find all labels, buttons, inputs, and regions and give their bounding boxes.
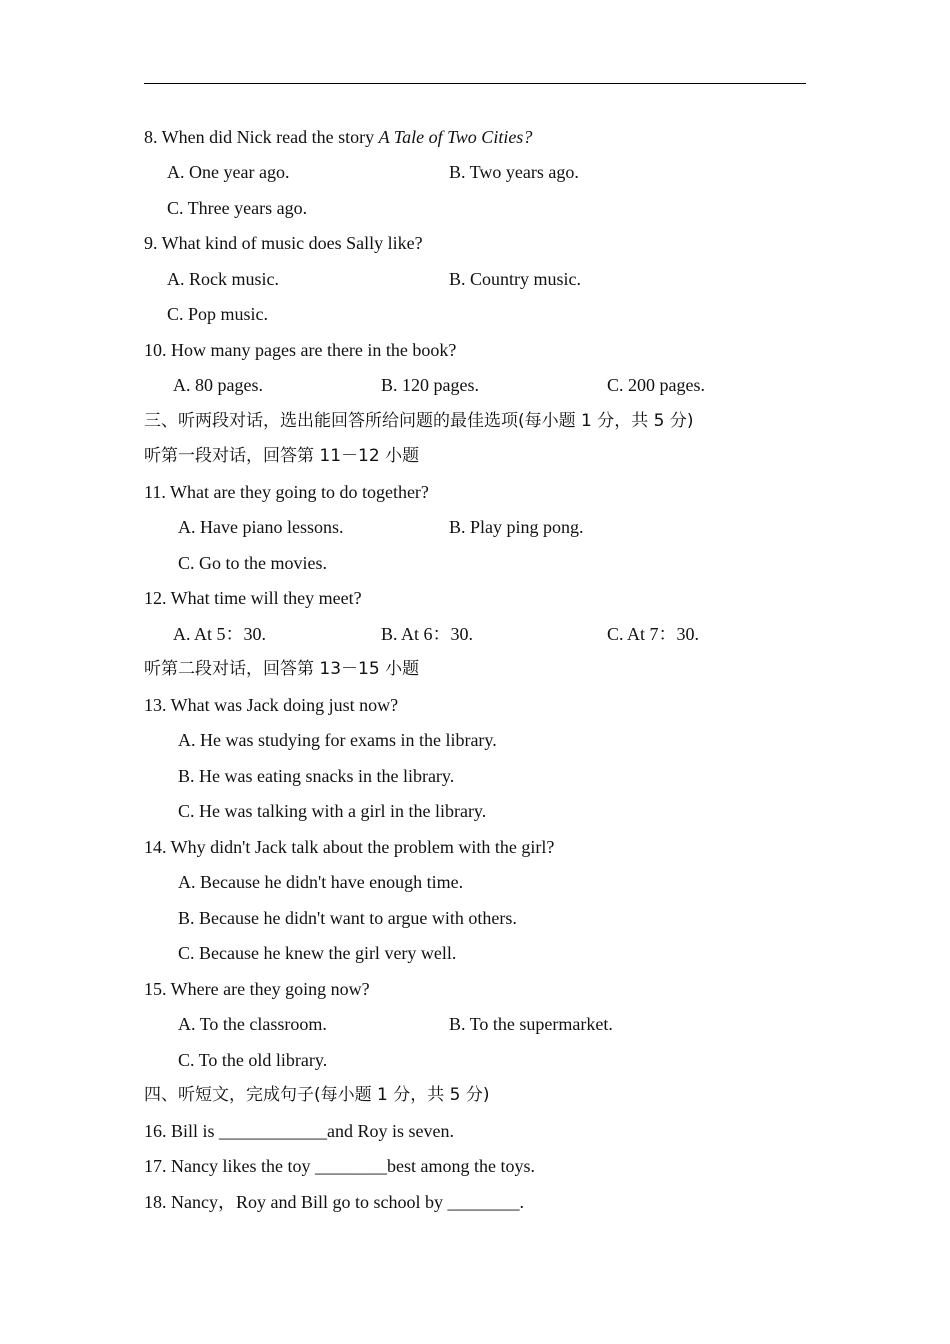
q12-option-a: A. At 5：30. — [173, 624, 267, 644]
q9-option-b: B. Country music. — [449, 269, 582, 289]
q10-option-b: B. 120 pages. — [381, 375, 479, 395]
q9-option-a: A. Rock music. — [167, 269, 279, 289]
section-4-heading: 四、听短文，完成句子(每小题 1 分，共 5 分) — [144, 1085, 490, 1105]
q10-option-a: A. 80 pages. — [173, 375, 263, 395]
q9-option-c: C. Pop music. — [167, 304, 269, 324]
question-12-stem: 12. What time will they meet? — [144, 588, 362, 608]
question-8-stem: 8. When did Nick read the story A Tale of Two Cities? — [144, 127, 533, 147]
q15-option-b: B. To the supermarket. — [449, 1014, 613, 1034]
question-13-stem: 13. What was Jack doing just now? — [144, 695, 399, 715]
question-9-stem: 9. What kind of music does Sally like? — [144, 233, 423, 253]
q11-option-b: B. Play ping pong. — [449, 517, 584, 537]
q11-option-a: A. Have piano lessons. — [178, 517, 344, 537]
question-17: 17. Nancy likes the toy ________best among the toys. — [144, 1156, 535, 1176]
question-18: 18. Nancy，Roy and Bill go to school by ________. — [144, 1192, 524, 1212]
question-10-stem: 10. How many pages are there in the book? — [144, 340, 457, 360]
section-3-heading: 三、听两段对话，选出能回答所给问题的最佳选项(每小题 1 分，共 5 分) — [144, 411, 694, 431]
q13-option-b: B. He was eating snacks in the library. — [178, 766, 455, 786]
q8-option-b: B. Two years ago. — [449, 162, 579, 182]
q12-option-c: C. At 7：30. — [607, 624, 700, 644]
q8-option-a: A. One year ago. — [167, 162, 290, 182]
question-15-stem: 15. Where are they going now? — [144, 979, 370, 999]
question-14-stem: 14. Why didn't Jack talk about the problem with the girl? — [144, 837, 555, 857]
question-16: 16. Bill is ____________and Roy is seven. — [144, 1121, 454, 1141]
dialogue-2-instruction: 听第二段对话，回答第 13－15 小题 — [144, 659, 420, 679]
q14-option-b: B. Because he didn't want to argue with others. — [178, 908, 517, 928]
q15-option-a: A. To the classroom. — [178, 1014, 327, 1034]
book-title: A Tale of Two Cities? — [378, 127, 533, 147]
header-rule — [144, 83, 806, 84]
q13-option-c: C. He was talking with a girl in the library. — [178, 801, 487, 821]
q14-option-a: A. Because he didn't have enough time. — [178, 872, 464, 892]
q14-option-c: C. Because he knew the girl very well. — [178, 943, 457, 963]
q8-option-c: C. Three years ago. — [167, 198, 308, 218]
q15-option-c: C. To the old library. — [178, 1050, 328, 1070]
q12-option-b: B. At 6：30. — [381, 624, 474, 644]
q10-option-c: C. 200 pages. — [607, 375, 705, 395]
question-11-stem: 11. What are they going to do together? — [144, 482, 429, 502]
dialogue-1-instruction: 听第一段对话，回答第 11－12 小题 — [144, 446, 420, 466]
q13-option-a: A. He was studying for exams in the library. — [178, 730, 497, 750]
q11-option-c: C. Go to the movies. — [178, 553, 327, 573]
